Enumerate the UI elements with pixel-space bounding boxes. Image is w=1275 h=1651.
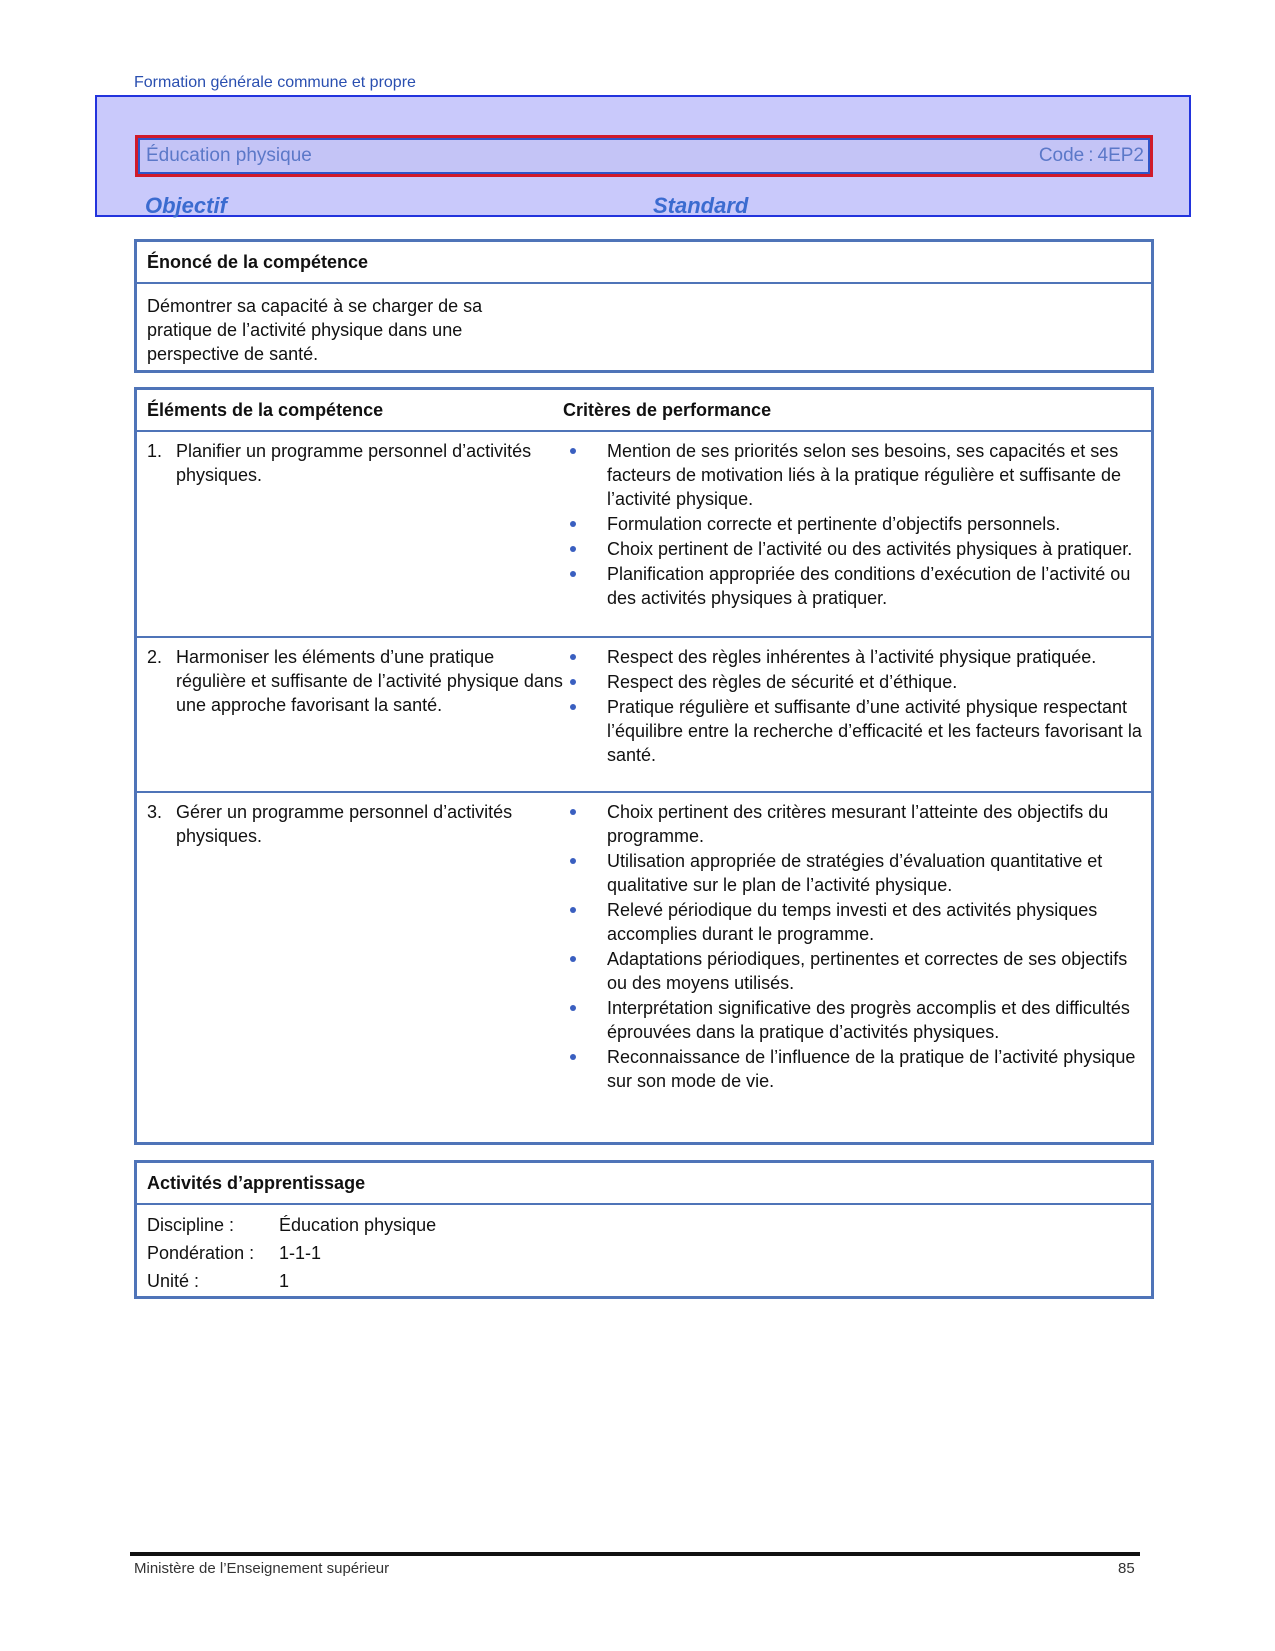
bullet-icon [563,562,607,610]
list-item [563,670,1143,694]
bullet-icon [563,439,607,511]
bullet-icon [563,849,607,897]
unite-line [147,1267,1141,1295]
list-item [563,849,1143,897]
footer-ministry: Ministère de l’Enseignement supérieur [134,1560,390,1577]
list-item [563,645,1143,669]
section-caption: Formation générale commune et propre [134,74,416,91]
enonce-text: Démontrer sa capacité à se charger de sa pratique de l’activité physique dans une perspective de santé. [147,296,483,364]
element-text: Planifier un programme personnel d’activités physiques. [176,441,532,485]
footer-divider [130,1552,1140,1556]
list-item [563,695,1143,767]
element-number: 2. [147,647,163,667]
criteres-cell [563,645,1151,785]
list-item [563,1045,1143,1093]
element-cell [137,439,563,630]
code-label: Code [1038,145,1085,166]
list-item [563,898,1143,946]
elements-heading: Éléments de la compétence [147,399,384,420]
critere-text: Formulation correcte et pertinente d’objectifs personnels. [607,514,1061,534]
ponderation-line [147,1239,1141,1267]
list-item [563,800,1143,848]
element-text: Gérer un programme personnel d’activités physiques. [176,802,513,846]
critere-text: Respect des règles inhérentes à l’activité physique pratiquée. [607,647,1097,667]
list-item [563,947,1143,995]
element-cell [137,800,563,1132]
critere-text: Respect des règles de sécurité et d’éthique. [607,672,958,692]
discipline-value: Éducation physique [279,1215,437,1235]
bullet-icon [563,670,607,694]
page-number: 85 [1118,1560,1135,1577]
list-item [563,537,1143,561]
course-title: Éducation physique [146,145,312,166]
table-row [137,793,1151,1138]
bullet-icon [563,898,607,946]
standard-label: Standard [653,193,749,218]
ponderation-value: 1-1-1 [279,1243,322,1263]
elements-header [137,390,1151,432]
activites-heading: Activités d’apprentissage [137,1163,1151,1205]
bullet-icon [563,695,607,767]
course-title-bar [135,135,1153,177]
criteres-cell [563,439,1151,630]
element-number: 3. [147,802,163,822]
code-separator: : [1088,145,1094,166]
unite-label: Unité : [147,1271,200,1291]
bullet-icon [563,947,607,995]
critere-text: Planification appropriée des conditions d’exécution de l’activité ou des activités physiques à pratiquer. [607,564,1131,608]
list-item [563,996,1143,1044]
code-value: 4EP2 [1097,145,1144,166]
critere-text: Adaptations périodiques, pertinentes et correctes de ses objectifs ou des moyens utilisés. [607,949,1128,993]
bullet-icon [563,996,607,1044]
list-item [563,439,1143,511]
list-item [563,512,1143,536]
element-text: Harmoniser les éléments d’une pratique régulière et suffisante de l’activité physique dans une approche favorisant la santé. [176,647,563,715]
elements-box [134,387,1154,1145]
element-cell [137,645,563,785]
enonce-box [134,239,1154,373]
critere-text: Pratique régulière et suffisante d’une activité physique respectant l’équilibre entre la recherche d’efficacité et les facteurs favorisant la santé. [607,697,1142,765]
enonce-heading: Énoncé de la compétence [137,242,1151,284]
objectif-label: Objectif [145,193,227,218]
critere-text: Choix pertinent de l’activité ou des activités physiques à pratiquer. [607,539,1133,559]
discipline-line [147,1211,1141,1239]
critere-text: Relevé périodique du temps investi et des activités physiques accomplies durant le programme. [607,900,1098,944]
bullet-icon [563,537,607,561]
list-item [563,562,1143,610]
bullet-icon [563,800,607,848]
discipline-label: Discipline : [147,1215,235,1235]
activites-body [137,1205,1151,1303]
critere-text: Utilisation appropriée de stratégies d’évaluation quantitative et qualitative sur le plan de l’activité physique. [607,851,1103,895]
ponderation-label: Pondération : [147,1243,255,1263]
critere-text: Choix pertinent des critères mesurant l’atteinte des objectifs du programme. [607,802,1109,846]
header-band [95,95,1191,217]
criteres-heading: Critères de performance [563,399,772,420]
bullet-icon [563,1045,607,1093]
element-number: 1. [147,441,163,461]
unite-value: 1 [279,1271,290,1291]
bullet-icon [563,512,607,536]
course-code [1039,145,1144,167]
table-row [137,638,1151,793]
critere-text: Reconnaissance de l’influence de la pratique de l’activité physique sur son mode de vie. [607,1047,1136,1091]
table-row [137,432,1151,638]
criteres-cell [563,800,1151,1132]
activites-box [134,1160,1154,1299]
critere-text: Mention de ses priorités selon ses besoins, ses capacités et ses facteurs de motivation liés à la pratique régulière et suffisante de l’activité physique. [607,441,1121,509]
bullet-icon [563,645,607,669]
critere-text: Interprétation significative des progrès accomplis et des difficultés éprouvées dans la pratique d’activités physiques. [607,998,1130,1042]
